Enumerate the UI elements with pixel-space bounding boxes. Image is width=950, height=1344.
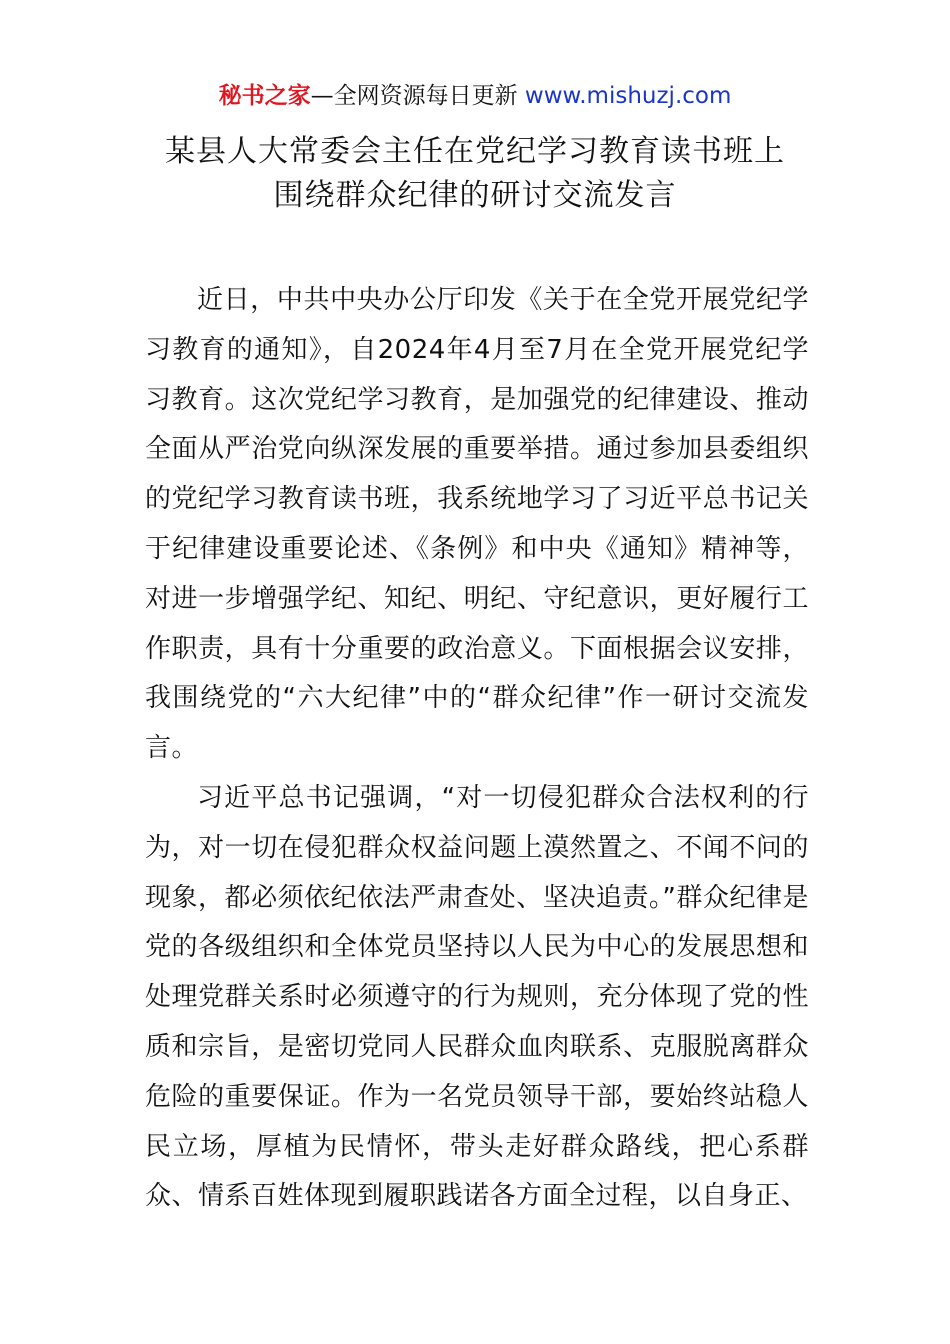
body-paragraph-1: 近日，中共中央办公厅印发《关于在全党开展党纪学习教育的通知》，自2024年4月至7月在全党开展党纪学习教育。这次党纪学习教育，是加强党的纪律建设、推动全面从严治党向纵深发展的重要举措。通过参加县委组织的党纪学习教育读书班，我系统地学习了习近平总书记关于纪律建设重要论述、《条例》和中央《通知》精神等，对进一步增强学纪、知纪、明纪、守纪意识，更好履行工作职责，具有十分重要的政治意义。下面根据会议安排，我围绕党的“六大纪律”中的“群众纪律”作一研讨交流发言。 (145, 285, 809, 764)
document-title (100, 130, 850, 218)
body-paragraph-2: 习近平总书记强调，“对一切侵犯群众合法权利的行为，对一切在侵犯群众权益问题上漠然置之、不闻不问的现象，都必须依纪依法严肃查处、坚决追责。”群众纪律是党的各级组织和全体党员坚持以人民为中心的发展思想和处理党群关系时必须遵守的行为规则，充分体现了党的性质和宗旨，是密切党同人民群众血肉联系、克服脱离群众危险的重要保证。作为一名党员领导干部，要始终站稳人民立场，厚植为民情怀，带头走好群众路线，把心系群众、情系百姓体现到履职践诺各方面全过程，以自身正、 (145, 782, 809, 1212)
site-header (0, 80, 950, 112)
site-url-link[interactable]: www.mishuzj.com (524, 83, 732, 109)
document-body (145, 276, 809, 1222)
site-brand: 秘书之家 (218, 83, 311, 109)
document-title-line-1: 某县人大常委会主任在党纪学习教育读书班上 (165, 134, 785, 169)
site-tagline: —全网资源每日更新 (310, 83, 525, 109)
document-title-line-2: 围绕群众纪律的研讨交流发言 (273, 178, 677, 213)
